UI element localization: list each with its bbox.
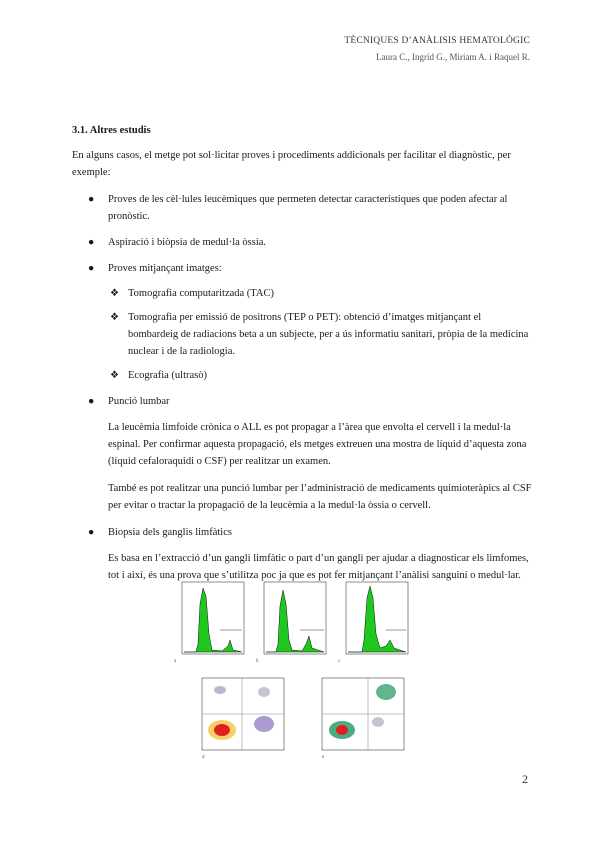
panel-label-d: d (202, 755, 205, 760)
list-item (72, 191, 532, 225)
diamond-bullet-icon: ❖ (110, 312, 119, 323)
sub-list (108, 285, 532, 384)
bullet-list (72, 524, 532, 541)
histogram-panel-a (174, 582, 244, 664)
diamond-bullet-icon: ❖ (110, 370, 119, 381)
panel-label-a: a (174, 659, 177, 664)
list-item-text: Proves de les cèl·lules leucèmiques que permeten detectar característiques que poden afectar al pronòstic. (108, 194, 508, 222)
bullet-icon: ● (88, 237, 95, 248)
page-number: 2 (522, 772, 528, 786)
sub-list-item (108, 285, 532, 302)
lumbar-paragraph-1: La leucèmia limfoide crònica o ALL es pot propagar a l’àrea que envolta el cervell i la medul·la espinal. Per confirmar aquesta propagació, els metges extreuen una mostra de líquid d’aquesta zona (líquid cefaloraquidi o CSF) per realitzar un examen. (108, 422, 527, 467)
document-title: TÈCNIQUES D’ANÀLISIS HEMATOLÒGIC (344, 36, 530, 46)
figure-graphic (172, 574, 418, 760)
bullet-icon: ● (88, 527, 95, 538)
flow-cytometry-figure (172, 574, 418, 760)
sub-list-item-text: Tomografia computaritzada (TAC) (128, 288, 274, 299)
sub-list-item-text: Ecografia (ultrasò) (128, 370, 208, 381)
bullet-list (72, 191, 532, 410)
section-intro: En alguns casos, el metge pot sol·licitar proves i procediments addicionals per facilitar el diagnòstic, per exemple: (72, 150, 511, 178)
list-item-text: Proves mitjançant imatges: (108, 263, 222, 274)
scatter-panel-d (202, 678, 284, 760)
list-item (72, 393, 532, 410)
list-item-text: Aspiració i biòpsia de medul·la òssia. (108, 237, 267, 248)
sub-list-item-text: Tomografia per emissió de positrons (TEP o PET): obtenció d’imatges mitjançant el bombardeig de radiacions beta a un subjecte, per a ús informatiu sanitari, pròpia de la medicina nuclear i de la radiologia. (128, 312, 529, 357)
document-authors: Laura C., Ingrid G., Miriam A. i Raquel R. (376, 52, 530, 62)
page-header (344, 36, 530, 62)
list-item (72, 524, 532, 541)
list-item (72, 260, 532, 384)
biopsy-paragraph: Es basa en l’extracció d’un gangli limfàtic o part d’un gangli per ajudar a diagnosticar els limfomes, tot i així, és una prova que s’utilitza poc ja que es pot fer mitjançant l’anàlisi sanguini o medul·lar. (108, 553, 529, 581)
list-item-text: Biopsia dels ganglis limfàtics (108, 527, 232, 538)
bullet-icon: ● (88, 396, 95, 407)
sub-list-item (108, 367, 532, 384)
bullet-icon: ● (88, 263, 95, 274)
list-item-text: Punció lumbar (108, 396, 170, 407)
panel-label-b: b (256, 659, 259, 664)
bullet-icon: ● (88, 194, 95, 205)
panel-label-c: c (338, 659, 341, 664)
diamond-bullet-icon: ❖ (110, 288, 119, 299)
sub-list-item (108, 309, 532, 360)
list-item (72, 234, 532, 251)
panel-label-e: e (322, 755, 325, 760)
scatter-panel-e (322, 678, 404, 760)
section-title: 3.1. Altres estudis (72, 125, 151, 136)
histogram-panel-c (338, 582, 408, 664)
lumbar-paragraph-2: També es pot realitzar una punció lumbar per l’administració de medicaments quimioteràpics al CSF per evitar o tractar la propagació de la leucèmia a la medul·la òssia o cervell. (108, 483, 532, 511)
histogram-panel-b (256, 582, 326, 664)
main-content (72, 122, 532, 594)
